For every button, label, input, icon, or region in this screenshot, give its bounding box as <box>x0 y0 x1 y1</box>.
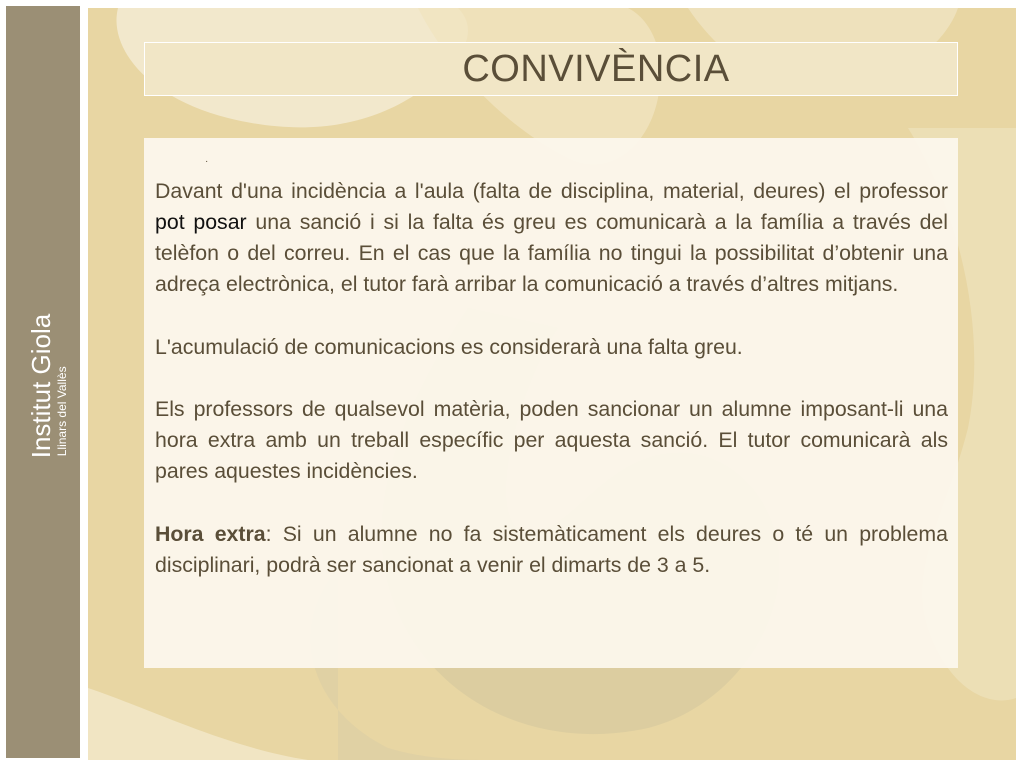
title-box <box>144 42 958 96</box>
bullet-dot: · <box>205 156 209 167</box>
school-location: Llinars del Vallès <box>55 366 69 457</box>
extra-hour-text: : Si un alumne no fa sistemàticament els deures o té un problema disciplinari, podrà ser sancionat a venir el dimarts de 3 a 5. <box>155 522 948 577</box>
sidebar-branding <box>27 314 69 459</box>
paragraph-incidents-text-2: una sanció i si la falta és greu es comunicarà a la família a través del telèfon o del correu. En el cas que la família no tingui la possibilitat d’obtenir una adreça electrònica, el tutor farà arribar la comunicació a través d’altres mitjans. <box>155 210 949 296</box>
page-title: CONVIVÈNCIA <box>462 47 730 90</box>
school-name: Institut Giola <box>26 313 56 459</box>
content-box <box>144 138 958 668</box>
paragraph-incidents <box>155 176 948 300</box>
sidebar <box>6 6 80 758</box>
slide-canvas <box>88 8 1016 760</box>
paragraph-accumulation: L'acumulació de comunicacions es considerarà una falta greu. <box>155 335 743 359</box>
extra-hour-label: Hora extra <box>155 522 266 546</box>
paragraph-teachers: Els professors de qualsevol matèria, poden sancionar un alumne imposant-li una hora extra amb un treball específic per aquesta sanció. El tutor comunicarà als pares aquestes incidències. <box>155 397 948 483</box>
paragraph-incidents-text: Davant d'una incidència a l'aula (falta de disciplina, material, deures) el professor <box>155 179 948 203</box>
highlight-text: pot posar <box>155 210 247 234</box>
paragraph-extra-hour <box>155 519 948 581</box>
